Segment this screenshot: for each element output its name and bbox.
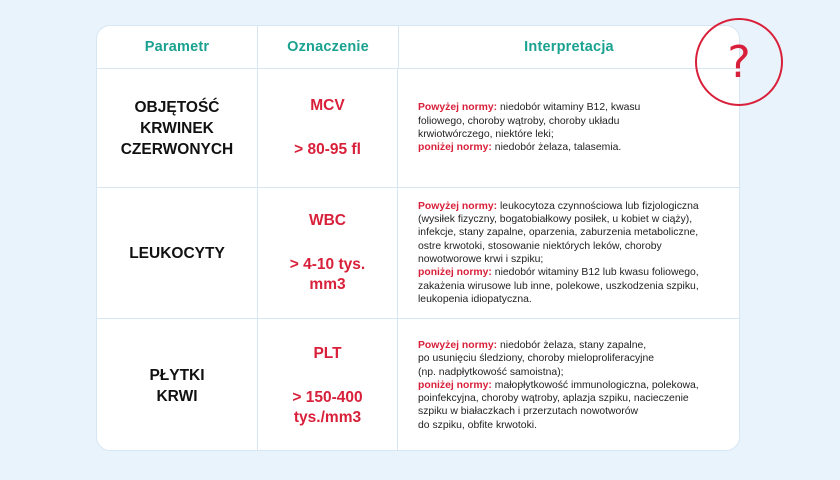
header-parametr: Parametr <box>144 39 210 55</box>
parameter-code <box>257 188 397 318</box>
above-label: Powyżej normy: <box>418 200 498 212</box>
parameter-range: > 80-95 fl <box>294 141 361 158</box>
question-circle-icon <box>695 18 783 106</box>
parameter-range-unit: tys./mm3 <box>293 408 362 426</box>
table-row <box>97 188 739 319</box>
above-label: Powyżej normy: <box>418 102 498 114</box>
header-oznaczenie: Oznaczenie <box>257 26 398 68</box>
parameter-name: OBJĘTOŚĆ KRWINEK CZERWONYCH <box>120 98 234 158</box>
below-label: poniżej normy: <box>418 142 492 154</box>
question-mark: ? <box>727 36 751 88</box>
parameter-code <box>257 69 397 187</box>
parameter-range: > 4-10 tys. <box>289 256 366 273</box>
parameter-code <box>257 319 397 451</box>
parameter-interpretation: Powyżej normy: niedobór żelaza, stany zapalne, po usunięciu śledziony, choroby mieloproliferacyjne (np. nadpłytkowość samoistna); poniżej normy: małopłytkowość immunologiczna, polekowa, poinfekcyjna, choroby wątroby, aplazja szpiku, nacieczenie szpiku w białaczkach i przerzutach nowotworów do szpiku, obfite krwotoki. <box>397 319 739 451</box>
table-row <box>97 319 739 451</box>
parameter-interpretation: Powyżej normy: niedobór witaminy B12, kwasu foliowego, choroby wątroby, choroby układu krwiotwórczego, niektóre leki; poniżej normy: niedobór żelaza, talasemia. <box>397 69 739 187</box>
below-label: poniżej normy: <box>418 379 492 391</box>
parameter-range-unit: mm3 <box>309 276 346 293</box>
table-row <box>97 69 739 188</box>
parameter-name: LEUKOCYTY <box>129 244 225 262</box>
table-header <box>97 26 739 69</box>
parameter-abbr: MCV <box>310 97 345 114</box>
parameter-interpretation: Powyżej normy: leukocytoza czynnościowa lub fizjologiczna (wysiłek fizyczny, bogatobiałkowy posiłek, u kobiet w ciąży), infekcje, stany zapalne, oparzenia, zaburzenia metaboliczne, ostre krwotoki, stosowanie niektórych leków, choroby nowotworowe krwi i szpiku; poniżej normy: niedobór witaminy B12 lub kwasu foliowego, zakażenia wirusowe lub inne, polekowe, uszkodzenia szpiku, leukopenia idiopatyczna. <box>397 188 739 318</box>
parameters-table <box>96 25 740 451</box>
parameter-range: > 150-400 <box>292 388 363 406</box>
parameter-abbr: WBC <box>308 212 347 229</box>
parameter-abbr: PLT <box>313 344 342 362</box>
above-label: Powyżej normy: <box>418 339 498 351</box>
header-interpretacja: Interpretacja <box>398 26 739 68</box>
below-label: poniżej normy: <box>418 267 492 279</box>
parameter-name: PŁYTKI KRWI <box>149 366 205 405</box>
